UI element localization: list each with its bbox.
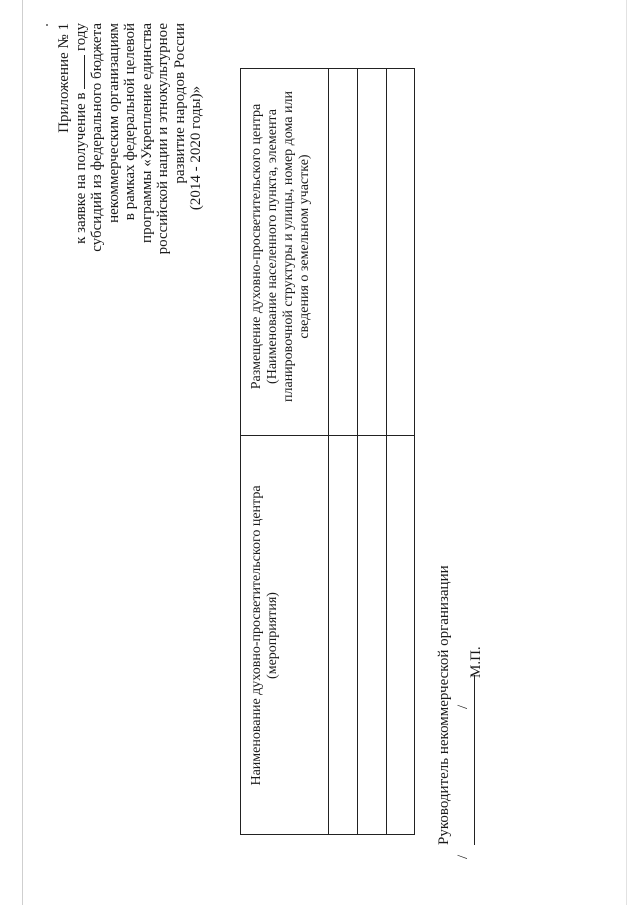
row-divider: [357, 69, 358, 834]
annex-line-8: (2014 - 2020 годы)»: [188, 85, 204, 211]
signature-line: [474, 675, 475, 845]
head-of-organization-label: Руководитель некоммерческой организации: [436, 565, 452, 845]
annex-block: [56, 23, 205, 273]
annex-line-5: программы «Укрепление единства: [138, 23, 155, 243]
annex-title: Приложение № 1: [56, 23, 72, 133]
annex-line-3: некоммерческим организациям: [105, 23, 122, 223]
table-header-name: Наименование духовно-просветительского центра (мероприятия): [249, 485, 280, 786]
centers-table: [240, 68, 415, 835]
annex-line-1-post: году: [72, 23, 89, 51]
table-header-location: Размещение духовно-просветительского центра (Наименование населенного пункта, элемента планировочной структуры и улицы, номер дома или сведения о земельном участке): [249, 91, 312, 402]
row-divider: [386, 69, 387, 834]
annex-line-7: развитие народов России: [171, 23, 188, 184]
signature-slash-left: /: [455, 854, 471, 859]
annex-line-2: субсидий из федерального бюджета: [89, 23, 105, 252]
stamp-place-label: М.П.: [468, 646, 484, 678]
signature-slash-right: /: [455, 704, 471, 709]
annex-line-1: [73, 23, 90, 273]
year-blank: [73, 55, 85, 89]
header-divider: [328, 69, 329, 834]
annex-line-1-pre: к заявке на получение в: [72, 92, 89, 244]
annex-line-4: в рамках федеральной целевой: [122, 23, 138, 221]
annex-line-6: российской нации и этнокультурное: [155, 23, 171, 255]
